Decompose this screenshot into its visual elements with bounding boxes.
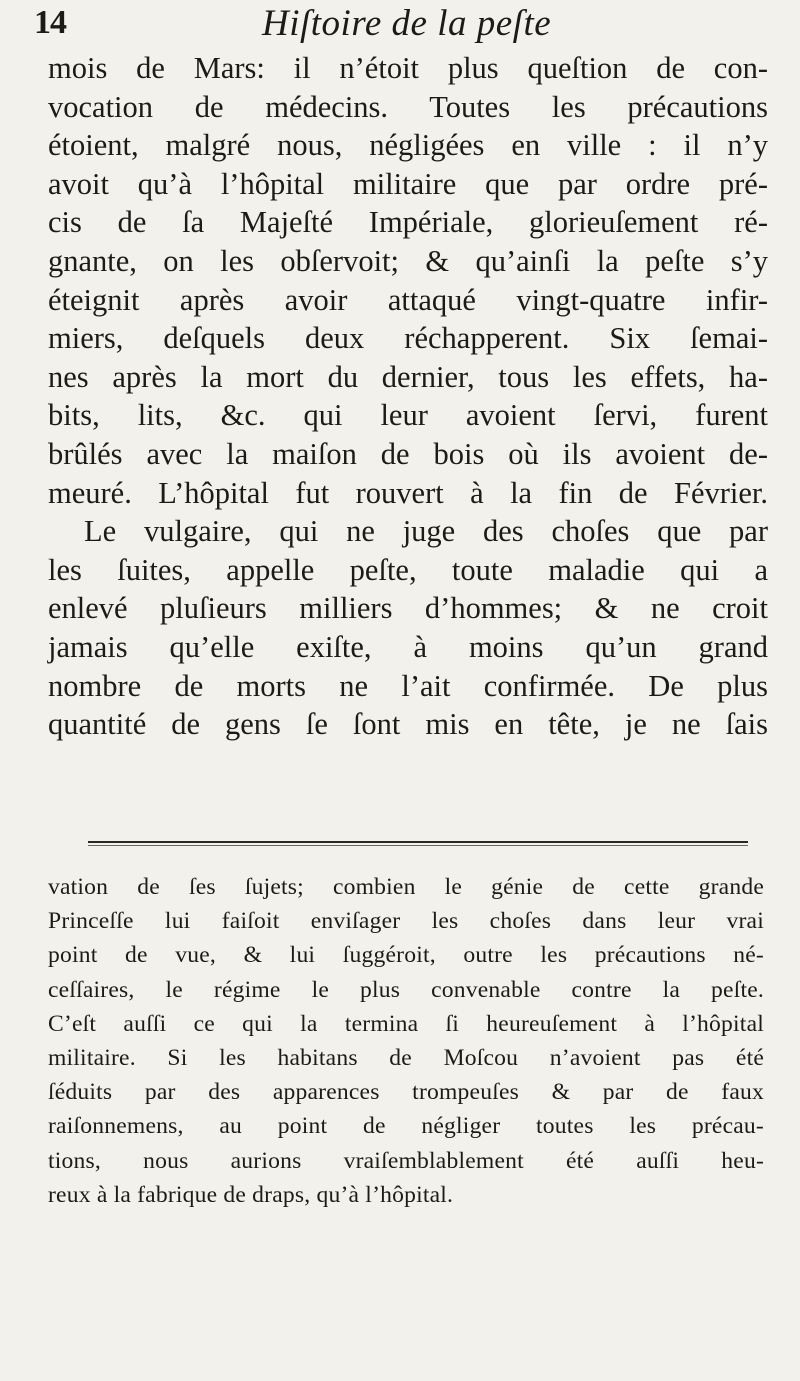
- text-line: miers, deſquels deux réchapperent. Six ſemai-: [48, 321, 768, 356]
- footnote-line: vation de ſes ſujets; combien le génie de cette grande: [48, 874, 764, 900]
- text-line: enlevé pluſieurs milliers d’hommes; & ne croit: [48, 591, 768, 626]
- text-line: gnante, on les obſervoit; & qu’ainſi la peſte s’y: [48, 243, 768, 278]
- text-line: brûlés avec la maiſon de bois où ils avoient de-: [48, 436, 768, 471]
- text-line: nombre de morts ne l’ait confirmée. De plus: [48, 668, 768, 703]
- footnote-divider: [88, 841, 748, 843]
- text-line: vocation de médecins. Toutes les précautions: [48, 89, 768, 124]
- text-line: bits, lits, &c. qui leur avoient ſervi, furent: [48, 398, 768, 433]
- text-line: jamais qu’elle exiſte, à moins qu’un grand: [48, 629, 768, 664]
- footnote-line: point de vue, & lui ſuggéroit, outre les précautions né-: [48, 942, 764, 969]
- running-title: Hiſtoire de la peſte: [262, 3, 552, 44]
- footnote-line: Princeſſe lui faiſoit enviſager les choſes dans leur vrai: [48, 908, 764, 935]
- footnote-line: ſéduits par des apparences trompeuſes & par de faux: [48, 1079, 764, 1106]
- text-line: quantité de gens ſe ſont mis en tête, je ne ſais: [48, 707, 768, 742]
- text-line: Le vulgaire, qui ne juge des choſes que par: [84, 514, 768, 549]
- text-line: étoient, malgré nous, négligées en ville : il n’y: [48, 128, 768, 163]
- text-line: cis de ſa Majeſté Impériale, glorieuſement ré-: [48, 205, 768, 240]
- footnote-divider-lower: [88, 845, 748, 846]
- main-text: [48, 49, 768, 744]
- footnote-line: ceſſaires, le régime le plus convenable contre la peſte.: [48, 976, 764, 1003]
- text-line: nes après la mort du dernier, tous les effets, ha-: [48, 359, 768, 394]
- footnote-line: C’eſt auſſi ce qui la termina ſi heureuſement à l’hôpital: [48, 1010, 764, 1037]
- footnote-line: raiſonnemens, au point de négliger toutes les précau-: [48, 1113, 764, 1140]
- text-line: les ſuites, appelle peſte, toute maladie qui a: [48, 552, 768, 587]
- running-head: [34, 0, 774, 48]
- footnote-line: tions, nous aurions vraiſemblablement été auſſi heu-: [48, 1147, 764, 1174]
- footnote: [48, 870, 764, 1212]
- footnote-line: militaire. Si les habitans de Moſcou n’avoient pas été: [48, 1045, 764, 1072]
- text-line: éteignit après avoir attaqué vingt-quatre infir-: [48, 282, 768, 317]
- text-line: mois de Mars: il n’étoit plus queſtion de con-: [48, 51, 768, 85]
- page-number: 14: [34, 4, 66, 41]
- text-line: avoit qu’à l’hôpital militaire que par ordre pré-: [48, 166, 768, 201]
- footnote-line: reux à la fabrique de draps, qu’à l’hôpital.: [48, 1181, 454, 1208]
- text-line: meuré. L’hôpital fut rouvert à la fin de Février.: [48, 475, 768, 510]
